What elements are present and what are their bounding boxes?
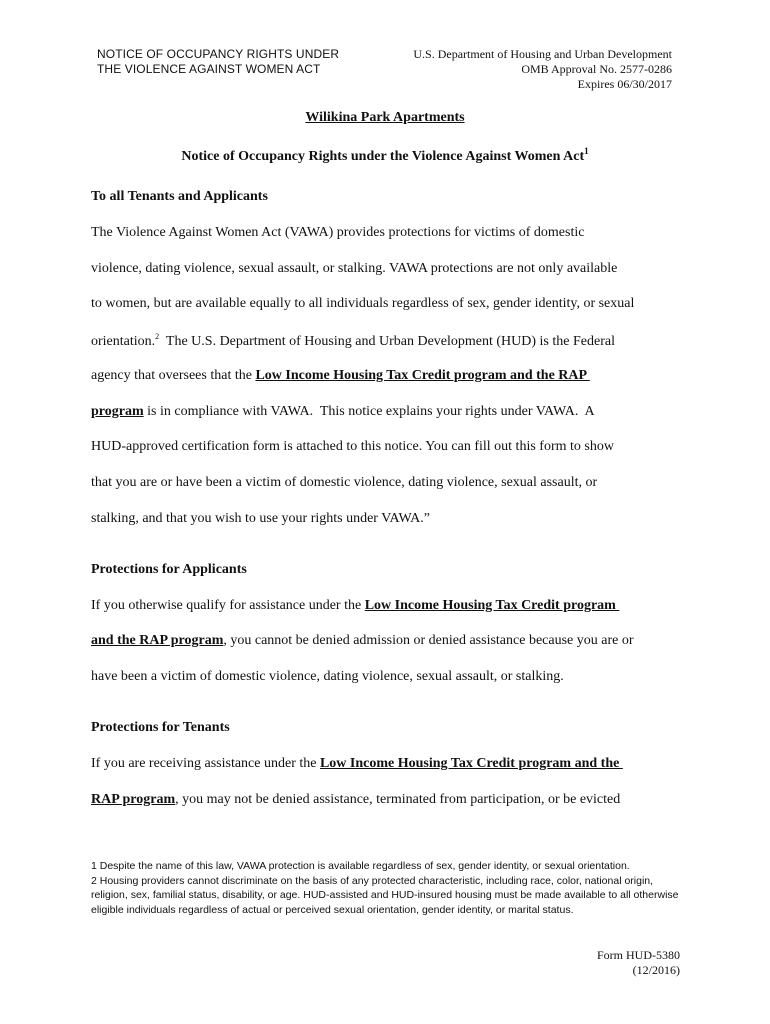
paragraph-line [91, 792, 620, 808]
paragraph-text: , you may not be denied assistance, terminated from participation, or be evicted [175, 792, 621, 807]
paragraph-line: The Violence Against Women Act (VAWA) provides protections for victims of domestic [91, 225, 585, 240]
paragraph-line: stalking, and that you wish to use your rights under VAWA.” [91, 511, 430, 526]
paragraph-text: , you cannot be denied admission or denied assistance because you are or [223, 633, 634, 648]
section-heading-applicants: Protections for Applicants [91, 562, 247, 577]
paragraph-line: to women, but are available equally to all individuals regardless of sex, gender identity, or sexual [91, 296, 635, 311]
header-expiration: Expires 06/30/2017 [577, 77, 672, 91]
form-number: Form HUD-5380 [597, 948, 680, 962]
program-name: and the RAP program [91, 633, 224, 648]
header-right [413, 47, 672, 92]
form-identifier [597, 948, 680, 978]
paragraph-text: agency that oversees that the [91, 368, 256, 383]
header-omb-approval: OMB Approval No. 2577-0286 [521, 62, 672, 76]
paragraph-text: If you are receiving assistance under the [91, 756, 320, 771]
paragraph-line [91, 404, 595, 420]
paragraph-text: orientation. [91, 334, 156, 349]
paragraph-line [91, 756, 623, 772]
paragraph-line: that you are or have been a victim of domestic violence, dating violence, sexual assault, or [91, 475, 598, 490]
paragraph-text: is in compliance with VAWA. This notice explains your rights under VAWA. A [143, 404, 595, 419]
header-left [97, 47, 339, 77]
paragraph-line [91, 598, 619, 614]
paragraph-line [91, 332, 615, 350]
paragraph-line [91, 368, 590, 384]
header-agency: U.S. Department of Housing and Urban Development [413, 47, 672, 61]
section-heading-tenants: Protections for Tenants [91, 720, 230, 735]
program-name: Low Income Housing Tax Credit program and the [319, 756, 623, 771]
paragraph-line: violence, dating violence, sexual assault, or stalking. VAWA protections are not only available [91, 261, 618, 276]
paragraph-text: The U.S. Department of Housing and Urban Development (HUD) is the Federal [159, 334, 615, 349]
program-name: Low Income Housing Tax Credit program and the RAP [255, 368, 590, 383]
program-name: program [91, 404, 144, 419]
footnote-ref-1: 1 [584, 146, 589, 156]
footnote-ref-2: 2 [155, 332, 160, 341]
notice-title [0, 146, 770, 165]
footnote-2: 2 Housing providers cannot discriminate on the basis of any protected characteristic, including race, color, national origin, religion, sex, familial status, disability, or age. HUD-assisted and HUD-insured housing must be made available to all otherwise eligible individuals regardless of actual or perceived sexual orientation, gender identity, or marital status. [91, 874, 679, 916]
property-name: Wilikina Park Apartments [305, 110, 465, 125]
notice-title-text: Notice of Occupancy Rights under the Violence Against Women Act [181, 149, 585, 164]
paragraph-line: HUD-approved certification form is attached to this notice. You can fill out this form to show [91, 439, 614, 454]
header-left-line1: NOTICE OF OCCUPANCY RIGHTS UNDER [97, 47, 340, 61]
property-title [0, 110, 770, 126]
section-heading-tenants-applicants: To all Tenants and Applicants [91, 189, 268, 204]
paragraph-line [91, 633, 634, 649]
program-name: Low Income Housing Tax Credit program [364, 598, 620, 613]
footnote-1: 1 Despite the name of this law, VAWA protection is available regardless of sex, gender identity, or sexual orientation. [91, 860, 630, 872]
paragraph-text: If you otherwise qualify for assistance under the [91, 598, 365, 613]
footnotes [91, 859, 691, 917]
header-left-line2: THE VIOLENCE AGAINST WOMEN ACT [97, 62, 321, 76]
paragraph-line: have been a victim of domestic violence, dating violence, sexual assault, or stalking. [91, 669, 564, 684]
form-date: (12/2016) [632, 963, 680, 977]
program-name: RAP program [91, 792, 176, 807]
